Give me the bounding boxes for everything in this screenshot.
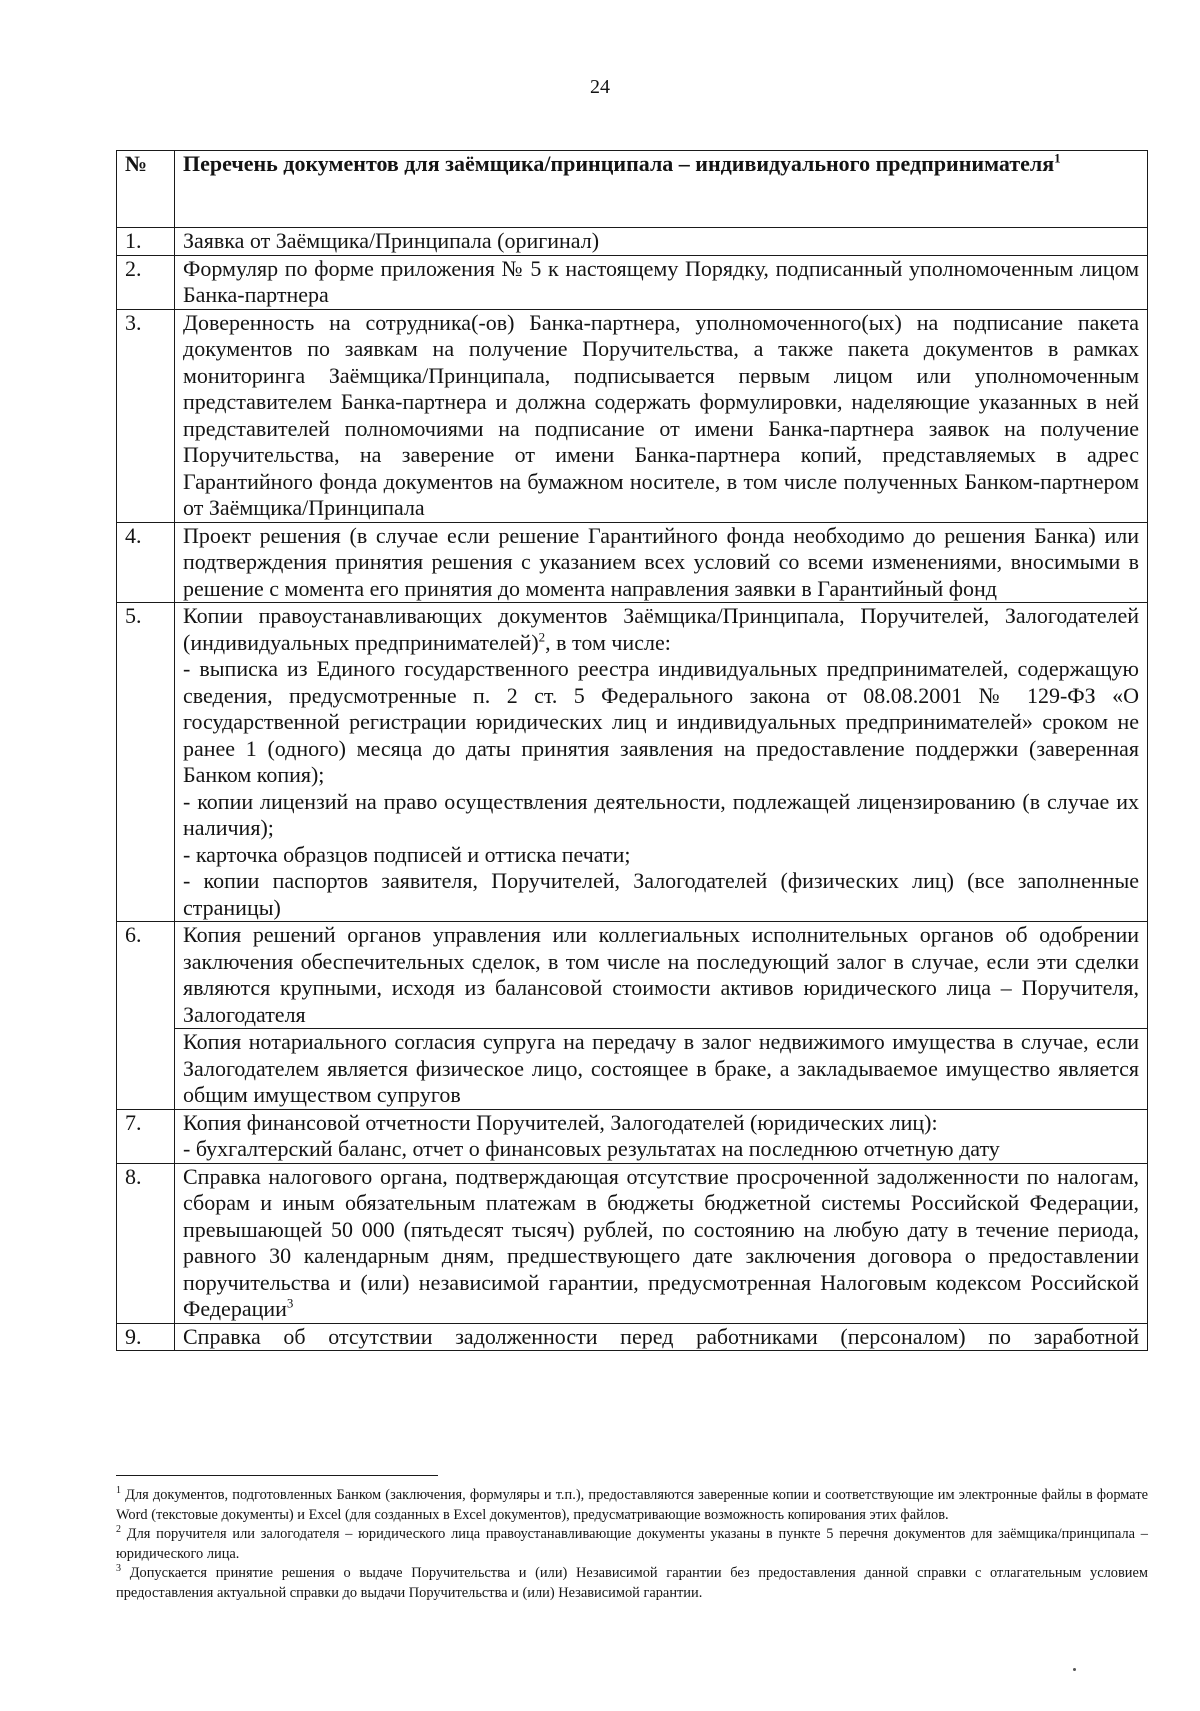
column-header-number: № <box>117 151 175 228</box>
table-row <box>117 1163 1148 1323</box>
row-text <box>175 1163 1148 1323</box>
scan-speck <box>1073 1668 1076 1671</box>
footnote-ref-1: 1 <box>1054 150 1061 166</box>
row-text-continued: Копия нотариального согласия супруга на передачу в залог недвижимого имущества в случае, если Залогодателем является физическое лицо, состоящее в браке, а закладываемое имущество является общим имуществом супругов <box>175 1029 1148 1110</box>
table-row <box>117 228 1148 256</box>
row-text: Проект решения (в случае если решение Гарантийного фонда необходимо до решения Банка) или подтверждения принятия решения с указанием всех условий со всеми изменениями, вносимыми в решение с момента его принятия до момента направления заявки в Гарантийный фонд <box>175 522 1148 603</box>
footnote-text: Для документов, подготовленных Банком (заключения, формуляры и т.п.), предоставляются заверенные копии и соответствующие им электронные файлы в формате Word (текстовые документы) и Excel (для созданных в Excel документов), предусматривающие возможность копирования этих файлов. <box>116 1487 1148 1523</box>
row-text: Доверенность на сотрудника(-ов) Банка-партнера, уполномоченного(ых) на подписание пакета документов по заявкам на получение Поручительства, а также пакета документов в рамках мониторинга Заёмщика/Принципала, подписывается первым лицом или уполномоченным представителем Банка-партнера и должна содержать формулировки, наделяющие указанных в ней представителей полномочиями на подписание от имени Банка-партнера заявок на получение Поручительства, на заверение от имени Банка-партнера копий, представляемых в адрес Гарантийного фонда документов на бумажном носителе, в том числе полученных Банком-партнером от Заёмщика/Принципала <box>175 309 1148 522</box>
row-number: 7. <box>117 1109 175 1163</box>
footnote-mark: 2 <box>116 1524 121 1536</box>
table-row <box>117 309 1148 522</box>
column-header-title-text: Перечень документов для заёмщика/принципала – индивидуального предпринимателя <box>183 151 1055 176</box>
table-row <box>117 603 1148 922</box>
footnote-ref-3: 3 <box>286 1295 294 1311</box>
list-item: - копии паспортов заявителя, Поручителей, Залогодателей (физических лиц) (все заполненные страницы) <box>183 868 1139 920</box>
row-text <box>175 1109 1148 1163</box>
table-row <box>117 522 1148 603</box>
table-row <box>117 1109 1148 1163</box>
list-item: - копии лицензий на право осуществления деятельности, подлежащей лицензированию (в случае их наличия); <box>183 788 1139 840</box>
list-item: - карточка образцов подписей и оттиска печати; <box>183 841 631 867</box>
table-row <box>117 1323 1148 1351</box>
column-header-title <box>175 151 1148 228</box>
footnote-text: Для поручителя или залогодателя – юридического лица правоустанавливающие документы указаны в пункте 5 перечня документов для заёмщика/принципала – юридического лица. <box>116 1526 1149 1562</box>
row-number: 4. <box>117 522 175 603</box>
row-intro: Копии правоустанавливающих документов Заёмщика/Принципала, Поручителей, Залогодателей (индивидуальных предпринимателей) <box>183 603 1139 655</box>
footnote-text: Допускается принятие решения о выдаче Поручительства и (или) Независимой гарантии без предоставления данной справки с отлагательным условием предоставления актуальной справки до выдачи Поручительства и (или) Независимой гарантии. <box>116 1565 1148 1601</box>
footnotes <box>116 1486 1148 1604</box>
row-number: 3. <box>117 309 175 522</box>
row-line: - бухгалтерский баланс, отчет о финансовых результатах на последнюю отчетную дату <box>183 1136 1000 1161</box>
table-header-row <box>117 151 1148 228</box>
table-row <box>117 922 1148 1029</box>
table-row <box>117 1029 1148 1110</box>
row-text <box>175 603 1148 922</box>
row-text: Формуляр по форме приложения № 5 к настоящему Порядку, подписанный уполномоченным лицом Банка-партнера <box>175 255 1148 309</box>
footnote <box>116 1525 1148 1564</box>
footnote-mark: 1 <box>116 1485 121 1497</box>
list-item: - выписка из Единого государственного реестра индивидуальных предпринимателей, содержащую сведения, предусмотренные п. 2 ст. 5 Федерального закона от 08.08.2001 № 129-ФЗ «О государственной регистрации юридических лиц и индивидуальных предпринимателей» сроком не ранее 1 (одного) месяца до даты принятия заявления на предоставление поддержки (заверенная Банком копия); <box>183 656 1139 787</box>
row-number: 2. <box>117 255 175 309</box>
row-text: Справка об отсутствии задолженности перед работниками (персоналом) по заработной <box>175 1323 1148 1351</box>
documents-table <box>116 150 1148 1351</box>
row-line: Копия финансовой отчетности Поручителей, Залогодателей (юридических лиц): <box>183 1109 938 1135</box>
page-number: 24 <box>590 76 610 98</box>
footnote-mark: 3 <box>116 1563 121 1575</box>
row-text: Заявка от Заёмщика/Принципала (оригинал) <box>175 228 1148 256</box>
footnote <box>116 1486 1148 1525</box>
row-number: 1. <box>117 228 175 256</box>
row-number: 6. <box>117 922 175 1110</box>
footnote-ref-2: 2 <box>538 629 546 645</box>
footnote-divider <box>116 1475 438 1476</box>
row-text-body: Справка налогового органа, подтверждающая отсутствие просроченной задолженности по налогам, сборам и иным обязательным платежам в бюджеты бюджетной системы Российской Федерации, превышающей 50 000 (пятьдесят тысяч) рублей, по состоянию на любую дату в течение периода, равного 30 календарным дням, предшествующего дате заключения договора о предоставлении поручительства и (или) независимой гарантии, предусмотренная Налоговым кодексом Российской Федерации <box>183 1163 1139 1321</box>
row-intro-tail: , в том числе: <box>545 629 671 655</box>
table-row <box>117 255 1148 309</box>
row-text: Копия решений органов управления или коллегиальных исполнительных органов об одобрении заключения обеспечительных сделок, в том числе на последующий залог в случае, если эти сделки являются крупными, исходя из балансовой стоимости активов юридического лица – Поручителя, Залогодателя <box>175 922 1148 1029</box>
row-number: 8. <box>117 1163 175 1323</box>
row-number: 9. <box>117 1323 175 1351</box>
row-number: 5. <box>117 603 175 922</box>
footnote <box>116 1564 1148 1603</box>
